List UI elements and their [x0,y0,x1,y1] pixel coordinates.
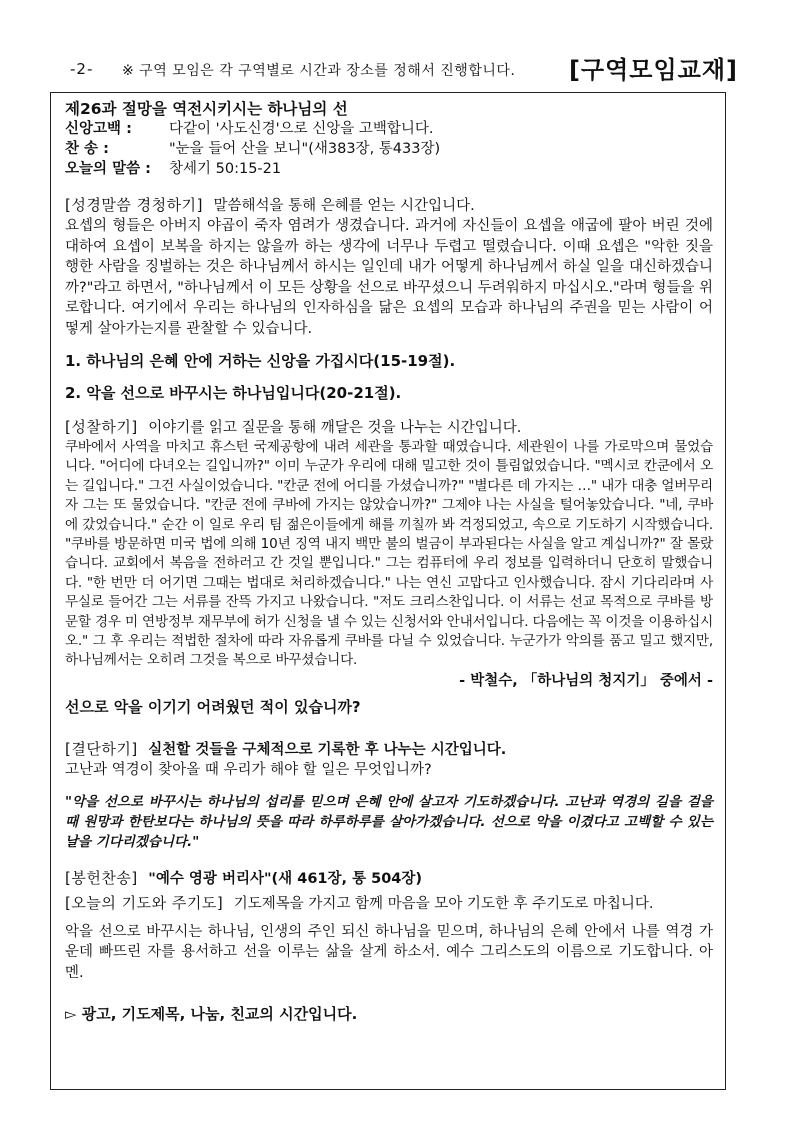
decision-section [65,739,713,760]
listening-point-1: 1. 하나님의 은혜 안에 거하는 신앙을 가집시다(15-19절). [65,352,456,370]
decision-tag: [ 결단하기 ] [65,740,138,758]
confession-line [65,119,713,139]
scripture-label: 오늘의 말씀 : [65,161,151,177]
offering-hymn: "예수 영광 버리사"(새 461장, 통 504장) [148,870,423,887]
series-title: [ 구역모임교재 ] [569,50,738,85]
hymn-line [65,139,713,159]
hymn-label: 찬 송 : [65,141,109,157]
page-number: -2- [70,60,94,78]
decision-question: 고난과 역경이 찾아올 때 우리가 해야 할 일은 무엇입니까? [65,761,432,778]
listening-tag: [ 성경말씀 경청하기 ] [65,196,203,214]
offering-section [65,868,713,889]
offering-tag: [ 봉헌찬송 ] [65,869,138,887]
closing-note: ▻ 광고, 기도제목, 나눔, 친교의 시간입니다. [65,1005,358,1024]
meeting-notice: ※ 구역 모임은 각 구역별로 시간과 장소를 정해서 진행합니다. [122,63,516,79]
listening-section [65,195,713,216]
reflection-intro: 이야기를 읽고 질문을 통해 깨달은 것을 나누는 시간입니다. [148,420,522,436]
lesson-box [50,92,726,1090]
listening-intro: 말씀해석을 통해 은혜를 얻는 시간입니다. [213,198,475,214]
scripture-line [65,159,713,179]
prayer-section [65,893,713,914]
reflection-tag: [ 성찰하기 ] [65,418,138,436]
decision-resolution: "악을 선으로 바꾸시는 하나님의 섭리를 믿으며 은혜 안에 살고자 기도하겠습니다. 고난과 역경의 길을 걸을 때 원망과 한탄보다는 하나님의 뜻을 따라 하루하루를 살아가겠습니다. 선으로 악을 이겼다고 고백할 수 있는 날을 기다리겠습니다." [65,793,713,850]
prayer-intro: 기도제목을 가지고 함께 마음을 모아 기도한 후 주기도로 마칩니다. [233,895,654,912]
scripture-text: 창세기 50:15-21 [169,161,282,177]
reflection-body: 쿠바에서 사역을 마치고 휴스턴 국제공항에 내려 세관을 통과할 때였습니다. 세관원이 나를 가로막으며 물었습니다. "어디에 다녀오는 길입니까?" 이미 누군가 우리에 대해 밀고한 것이 틀림없었습니다. "멕시코 칸쿤에서 오는 길입니다." 그건 사실이었습니다. "칸쿤 전에 어디를 가셨습니까?" "별다른 데 가지는 …" 내가 대충 얼버무리자 그는 또 물었습니다. "칸쿤 전에 쿠바에 가지는 않았습니까?" 그제야 나는 사실을 털어놓았습니다. "네, 쿠바에 갔었습니다." 순간 이 일로 우리 팀 젊은이들에게 해를 끼칠까 봐 걱정되었고, 속으로 기도하기 시작했습니다. "쿠바를 방문하면 미국 법에 의해 10년 징역 내지 백만 불의 벌금이 부과된다는 사실을 알고 계십니까?" 잘 몰랐습니다. 교회에서 복음을 전하러고 간 것일 뿐입니다." 그는 컴퓨터에 우리 정보를 입력하더니 단호히 말했습니다. "한 번만 더 어기면 그때는 법대로 처리하겠습니다." 나는 연신 고맙다고 인사했습니다. 잠시 기다리라며 사무실로 들어간 그는 서류를 잔뜩 가지고 나왔습니다. "저도 크리스찬입니다. 이 서류는 선교 목적으로 쿠바를 방문할 경우 미 연방정부 재무부에 허가 신청을 낼 수 있는 신청서와 안내서입니다. 다음에는 꼭 이것을 이용하십시오." 그 후 우리는 적법한 절차에 따라 자유롭게 쿠바를 다닐 수 있었습니다. 누군가가 악의를 품고 밀고 했지만, 하나님께서는 오히려 그것을 복으로 바꾸셨습니다. [65,439,713,669]
confession-text: 다같이 '사도신경'으로 신앙을 고백합니다. [169,121,434,137]
reflection-question: 선으로 악을 이기기 어려웠던 적이 있습니까? [65,697,361,716]
prayer-tag: [ 오늘의 기도와 주기도 ] [65,894,223,912]
page-header [70,50,738,90]
decision-intro: 실천할 것들을 구체적으로 기록한 후 나누는 시간입니다. [148,741,507,758]
hymn-text: "눈을 들어 산을 보니"(새383장, 통433장) [169,141,441,157]
reflection-section [65,417,713,438]
lesson-title: 제26과 절망을 역전시키시는 하나님의 선 [65,100,348,118]
listening-point-2: 2. 악을 선으로 바꾸시는 하나님입니다(20-21절). [65,384,402,402]
prayer-body: 악을 선으로 바꾸시는 하나님, 인생의 주인 되신 하나님을 믿으며, 하나님의 은혜 안에서 나를 역경 가운데 빠뜨린 자를 용서하고 선을 이루는 삶을 살게 하소서. 예수 그리스도의 이름으로 기도합니다. 아멘. [65,923,713,981]
reflection-source: - 박철수, 「하나님의 청지기」 중에서 - [459,672,713,689]
listening-body: 요셉의 형들은 아버지 야곱이 죽자 염려가 생겼습니다. 과거에 자신들이 요셉을 애굽에 팔아 버린 것에 대하여 요셉이 보복을 하지는 않을까 하는 생각에 너무나 두렵고 떨렸습니다. 이때 요셉은 "악한 짓을 행한 사람을 징벌하는 것은 하나님께서 하시는 일인데 내가 어떻게 하나님께서 하실 일을 대신하겠습니까?"라고 하면서, "하나님께서 이 모든 상황을 선으로 바꾸셨으니 두려워하지 마십시오."라며 형들을 위로합니다. 여기에서 우리는 하나님의 인자하심을 닮은 요셉의 모습과 하나님의 주권을 믿는 사람이 어떻게 살아가는지를 관찰할 수 있습니다. [65,218,713,337]
confession-label: 신앙고백 : [65,121,132,137]
